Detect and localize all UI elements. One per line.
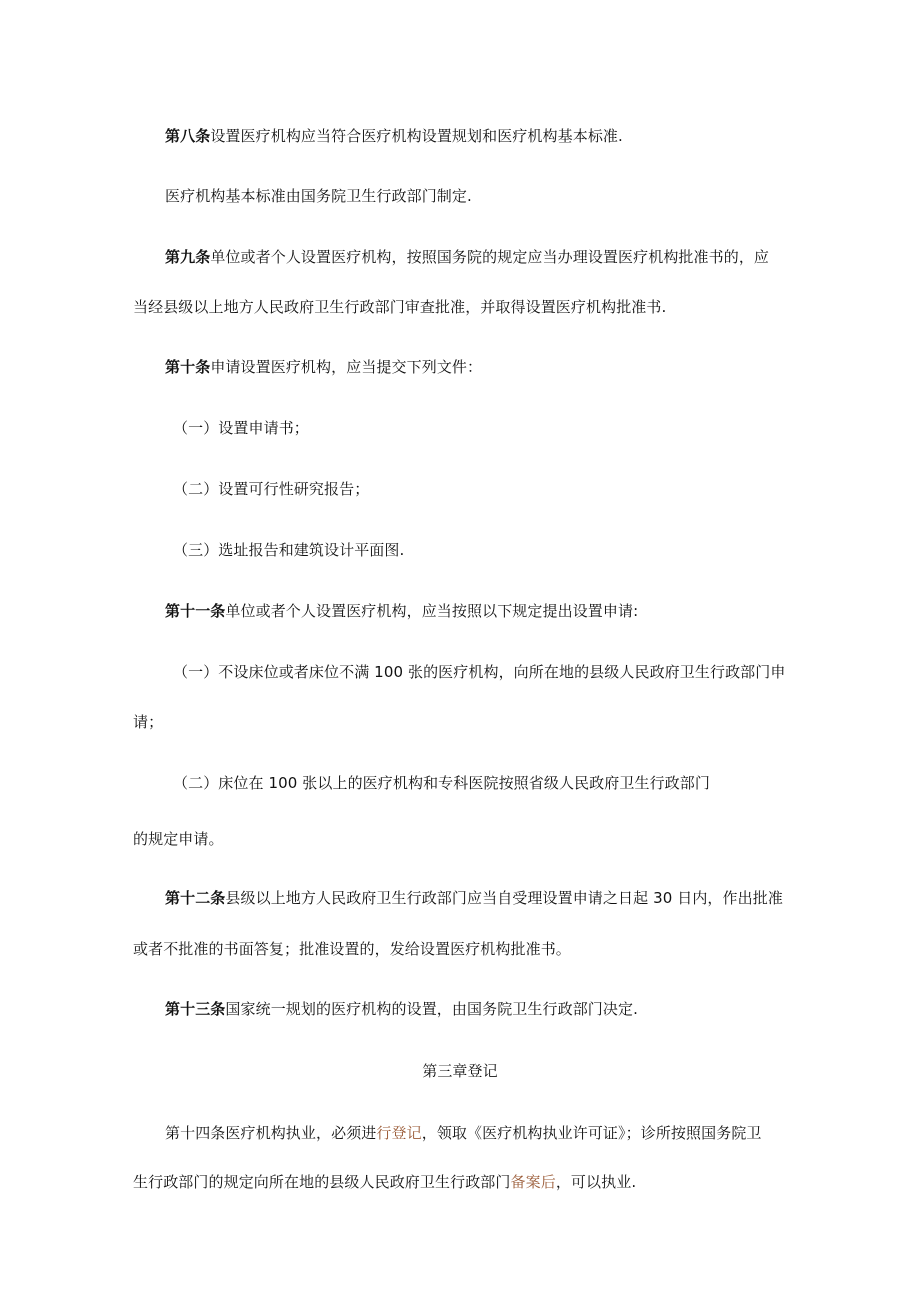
article-text: 设置医疗机构应当符合医疗机构设置规划和医疗机构基本标准. [210,127,623,145]
article-label: 第十三条 [165,1000,226,1018]
article-label: 第九条 [165,248,211,266]
article-label: 第十条 [165,358,211,376]
chapter-heading: 第三章登记 [422,1062,498,1080]
article-10-item-2: （二）设置可行性研究报告； [173,480,370,498]
article-text: 申请设置医疗机构，应当提交下列文件： [210,358,483,376]
article-text: 国家统一规划的医疗机构的设置，由国务院卫生行政部门决定. [225,1000,638,1018]
article-8 [165,124,825,148]
article-10-item-1: （一）设置申请书； [173,419,309,437]
article-12-line-2: 或者不批准的书面答复；批准设置的，发给设置医疗机构批准书。 [133,940,571,958]
article-label: 第十二条 [165,889,226,907]
article-text: 第十四条医疗机构执业，必须进 [165,1124,377,1142]
article-11-item-2-line-2: 的规定申请。 [133,830,224,848]
article-11-item-2-line-1: （二）床位在 100 张以上的医疗机构和专科医院按照省级人民政府卫生行政部门 [173,774,710,792]
article-text: 单位或者个人设置医疗机构，应当按照以下规定提出设置申请: [225,602,639,620]
article-11-item-1-line-2: 请； [133,713,164,731]
article-14-line-2 [133,1170,793,1194]
article-label: 第十一条 [165,602,226,620]
article-8-paragraph-2: 医疗机构基本标准由国务院卫生行政部门制定. [165,187,472,205]
article-10 [165,355,825,379]
article-12-line-1 [165,886,825,910]
article-9-line-2: 当经县级以上地方人民政府卫生行政部门审查批准，并取得设置医疗机构批准书. [133,298,667,316]
article-text: 县级以上地方人民政府卫生行政部门应当自受理设置申请之日起 30 日内，作出批准 [225,889,783,907]
highlighted-text: 行登记 [376,1124,422,1142]
article-9-line-1 [165,245,825,269]
article-13 [165,997,825,1021]
article-11 [165,599,825,623]
article-text: ，可以执业. [555,1173,637,1191]
article-14-line-1 [165,1121,825,1145]
article-text: 生行政部门的规定向所在地的县级人民政府卫生行政部门 [133,1173,511,1191]
article-11-item-1-line-1: （一）不设床位或者床位不满 100 张的医疗机构，向所在地的县级人民政府卫生行政部门申 [173,663,786,681]
article-text: 单位或者个人设置医疗机构，按照国务院的规定应当办理设置医疗机构批准书的，应 [210,248,770,266]
highlighted-text: 备案后 [510,1173,556,1191]
article-label: 第八条 [165,127,211,145]
article-text: ，领取《医疗机构执业许可证》；诊所按照国务院卫 [421,1124,762,1142]
article-10-item-3: （三）选址报告和建筑设计平面图. [173,541,405,559]
